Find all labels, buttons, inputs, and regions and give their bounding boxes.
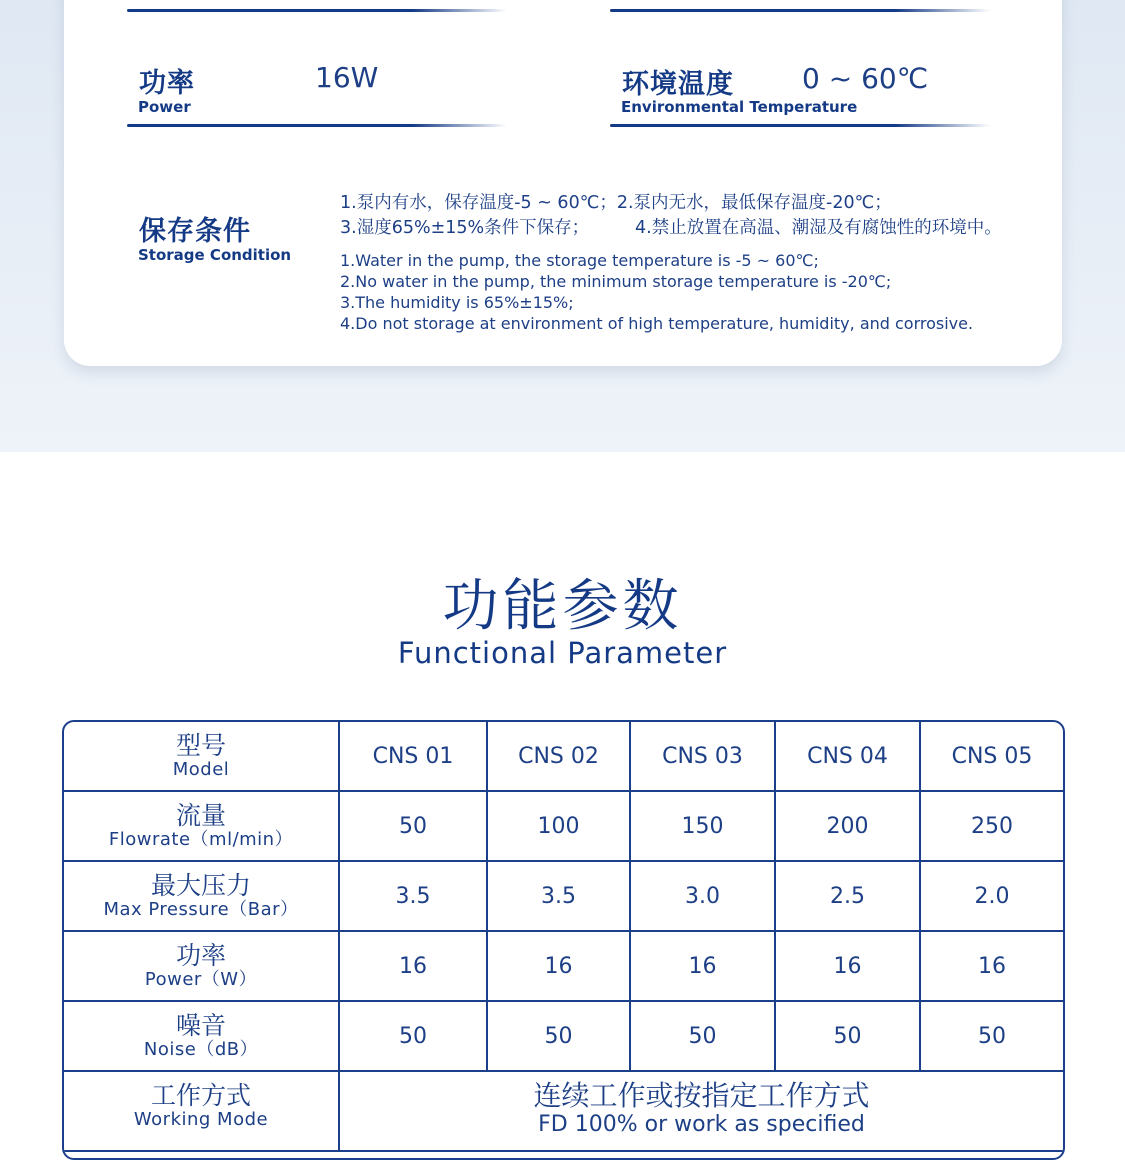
power-label-en: Power [138,98,191,116]
parameter-table [62,720,1065,1160]
table-cell: CNS 05 [920,722,1063,791]
table-cell: CNS 02 [487,722,630,791]
row-header-cn: 工作方式 [150,1081,251,1110]
table-cell: 2.0 [920,861,1063,931]
storage-label-cn: 保存条件 [139,216,251,247]
working-mode-cn: 连续工作或按指定工作方式 [533,1079,870,1112]
row-header-en: Noise（dB） [143,1039,259,1060]
divider-line [610,9,990,12]
table-cell: 3.5 [339,861,487,931]
row-header-en: Power（W） [144,969,258,990]
row-header-cn: 噪音 [175,1011,226,1040]
row-header-en: Model [172,759,230,780]
working-mode-en: FD 100% or work as specified [538,1112,865,1137]
env-temp-label-en: Environmental Temperature [621,98,858,116]
storage-cn-line-1: 1.泵内有水，保存温度-5 ~ 60℃；2.泵内无水，最低保存温度-20℃； [340,193,892,213]
table-row [64,791,1063,861]
table-cell: 16 [339,931,487,1001]
storage-en-line-1: 1.Water in the pump, the storage temperature is -5 ~ 60℃; [340,251,819,270]
table-cell: 50 [339,1001,487,1071]
table-cell: 50 [630,1001,775,1071]
top-band [0,0,1125,452]
storage-en-line-4: 4.Do not storage at environment of high temperature, humidity, and corrosive. [340,314,974,333]
row-header [64,931,339,1001]
table-cell: 2.5 [775,861,920,931]
spec-card [64,0,1062,366]
table-cell: 250 [920,791,1063,861]
row-header-en: Max Pressure（Bar） [103,899,299,920]
table-cell: 50 [487,1001,630,1071]
divider-line [610,124,990,127]
table-cell: CNS 03 [630,722,775,791]
table-cell: CNS 04 [775,722,920,791]
table-row-working-mode [64,1071,1063,1151]
storage-cn-line-2: 3.湿度65%±15%条件下保存； [340,218,590,238]
section-title: 功能参数 [442,574,683,639]
table-cell: 200 [775,791,920,861]
storage-cn-line-3: 4.禁止放置在高温、潮湿及有腐蚀性的环境中。 [635,218,1002,238]
row-header [64,1071,339,1151]
table-cell: 150 [630,791,775,861]
row-header [64,722,339,791]
table-row [64,931,1063,1001]
row-header-cn: 功率 [175,941,226,970]
working-mode-cell [339,1071,1063,1151]
table-cell: 50 [339,791,487,861]
row-header-cn: 流量 [175,801,226,830]
table-cell: 100 [487,791,630,861]
row-header-cn: 型号 [175,731,226,760]
row-header-en: Working Mode [133,1109,269,1130]
table-cell: 16 [920,931,1063,1001]
storage-en-line-3: 3.The humidity is 65%±15%; [340,293,574,312]
table-row [64,861,1063,931]
table-cell: 3.0 [630,861,775,931]
power-value: 16W [315,61,379,94]
env-temp-value: 0 ~ 60℃ [802,62,929,95]
table-cell: CNS 01 [339,722,487,791]
storage-label-en: Storage Condition [138,246,292,264]
table-row [64,722,1063,791]
row-header [64,791,339,861]
divider-line [127,9,507,12]
table-row [64,1001,1063,1071]
table-cell: 16 [630,931,775,1001]
table-cell: 16 [775,931,920,1001]
row-header-cn: 最大压力 [150,871,251,900]
table-cell: 50 [920,1001,1063,1071]
divider-line [127,124,507,127]
table-cell: 16 [487,931,630,1001]
row-header [64,1001,339,1071]
table-cell: 3.5 [487,861,630,931]
section-subtitle: Functional Parameter [397,636,728,670]
table-cell: 50 [775,1001,920,1071]
env-temp-label-cn: 环境温度 [622,69,734,100]
storage-en-line-2: 2.No water in the pump, the minimum storage temperature is -20℃; [340,272,892,291]
row-header [64,861,339,931]
power-label-cn: 功率 [139,68,195,99]
row-header-en: Flowrate（ml/min） [108,829,294,850]
